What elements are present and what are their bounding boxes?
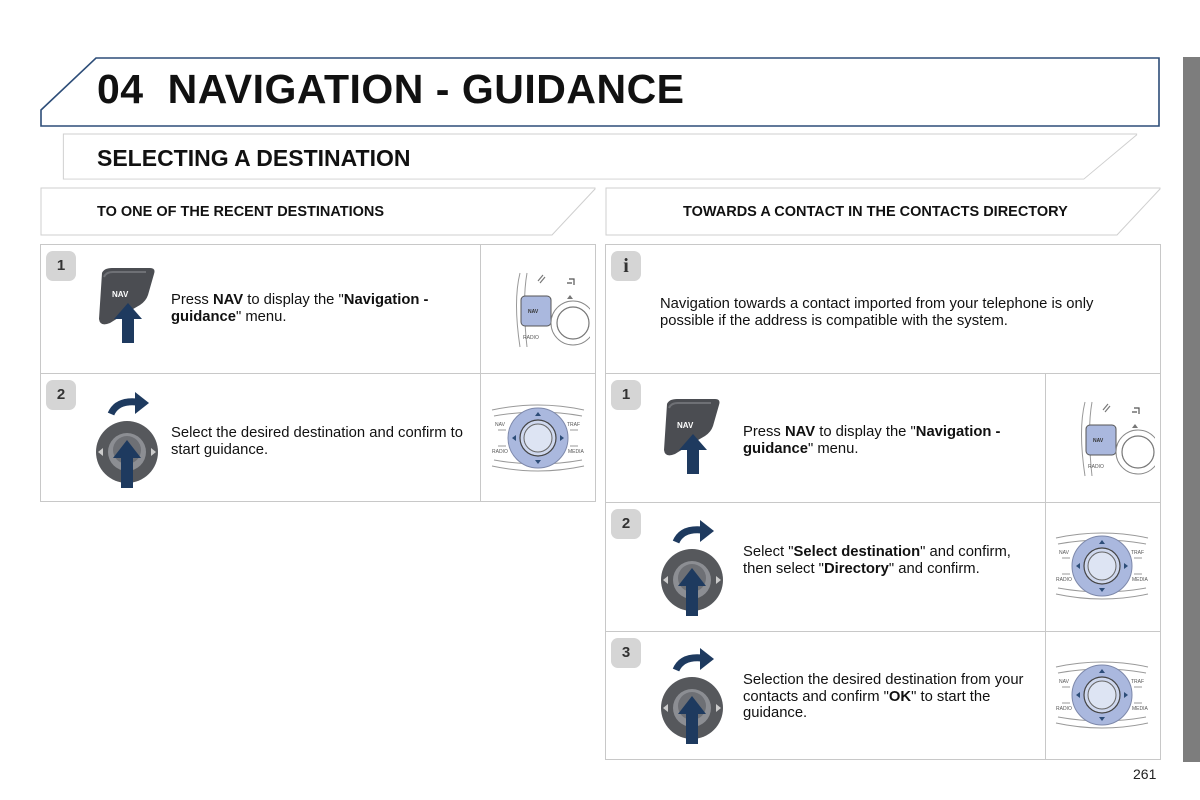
left-heading: TO ONE OF THE RECENT DESTINATIONS bbox=[97, 204, 385, 220]
right-image-divider bbox=[1045, 373, 1046, 760]
dial-media-label: MEDIA bbox=[1132, 706, 1148, 712]
console-nav-illustration bbox=[510, 271, 590, 349]
dial-rotate-press-icon bbox=[658, 646, 726, 746]
right-row-divider-3 bbox=[605, 631, 1161, 632]
dial-radio-label: RADIO bbox=[1056, 577, 1072, 583]
chapter-number: 04 bbox=[97, 66, 144, 112]
dial-radio-label: RADIO bbox=[492, 449, 508, 455]
step-badge: 2 bbox=[46, 380, 76, 410]
console-dial-illustration bbox=[488, 402, 588, 474]
step-badge: 3 bbox=[611, 638, 641, 668]
step-badge: 2 bbox=[611, 509, 641, 539]
dial-media-label: MEDIA bbox=[568, 449, 584, 455]
console-dial-illustration bbox=[1052, 659, 1152, 731]
right-step-3-text: Selection the desired destination from your contacts and confirm "OK" to start the guidance. bbox=[743, 672, 1024, 721]
step-badge: 1 bbox=[46, 251, 76, 281]
info-badge: i bbox=[611, 251, 641, 281]
left-step-1-text: Press NAV to display the "Navigation - guidance" menu. bbox=[171, 292, 429, 325]
nav-button-label: NAV bbox=[677, 421, 694, 430]
dial-rotate-press-icon bbox=[658, 518, 726, 618]
left-step-2-text: Select the desired destination and confirm to start guidance. bbox=[171, 425, 464, 458]
console-radio-label: RADIO bbox=[523, 335, 539, 341]
dial-nav-label: NAV bbox=[1059, 550, 1069, 556]
right-row-divider-1 bbox=[605, 373, 1161, 374]
chapter-title-text: NAVIGATION - GUIDANCE bbox=[167, 66, 685, 112]
right-step-2-text: Select "Select destination" and confirm, then select "Directory" and confirm. bbox=[743, 544, 1011, 577]
right-step-1-text: Press NAV to display the "Navigation - guidance" menu. bbox=[743, 424, 1001, 457]
step-badge: 1 bbox=[611, 380, 641, 410]
chapter-title bbox=[97, 66, 685, 113]
console-radio-label: RADIO bbox=[1088, 464, 1104, 470]
chapter-side-tab bbox=[1183, 57, 1200, 762]
right-heading: TOWARDS A CONTACT IN THE CONTACTS DIRECTORY bbox=[683, 204, 1068, 220]
left-row-divider bbox=[40, 373, 596, 374]
page-number: 261 bbox=[1133, 766, 1157, 782]
dial-rotate-press-icon bbox=[93, 390, 161, 490]
dial-media-label: MEDIA bbox=[1132, 577, 1148, 583]
right-row-divider-2 bbox=[605, 502, 1161, 503]
dial-nav-label: NAV bbox=[495, 422, 505, 428]
nav-button-press-icon bbox=[661, 398, 725, 476]
dial-traf-label: TRAF bbox=[1131, 679, 1145, 685]
console-nav-label: NAV bbox=[1093, 438, 1104, 444]
dial-nav-label: NAV bbox=[1059, 679, 1069, 685]
console-nav-label: NAV bbox=[528, 309, 539, 315]
dial-radio-label: RADIO bbox=[1056, 706, 1072, 712]
console-dial-illustration bbox=[1052, 530, 1152, 602]
info-text: Navigation towards a contact imported from your telephone is only possible if the address is compatible with the system. bbox=[660, 296, 1094, 329]
dial-traf-label: TRAF bbox=[567, 422, 581, 428]
section-title: SELECTING A DESTINATION bbox=[97, 145, 411, 171]
nav-button-label: NAV bbox=[112, 290, 129, 299]
nav-button-press-icon bbox=[96, 267, 160, 345]
dial-traf-label: TRAF bbox=[1131, 550, 1145, 556]
left-image-divider bbox=[480, 244, 481, 502]
console-nav-illustration bbox=[1075, 400, 1155, 478]
